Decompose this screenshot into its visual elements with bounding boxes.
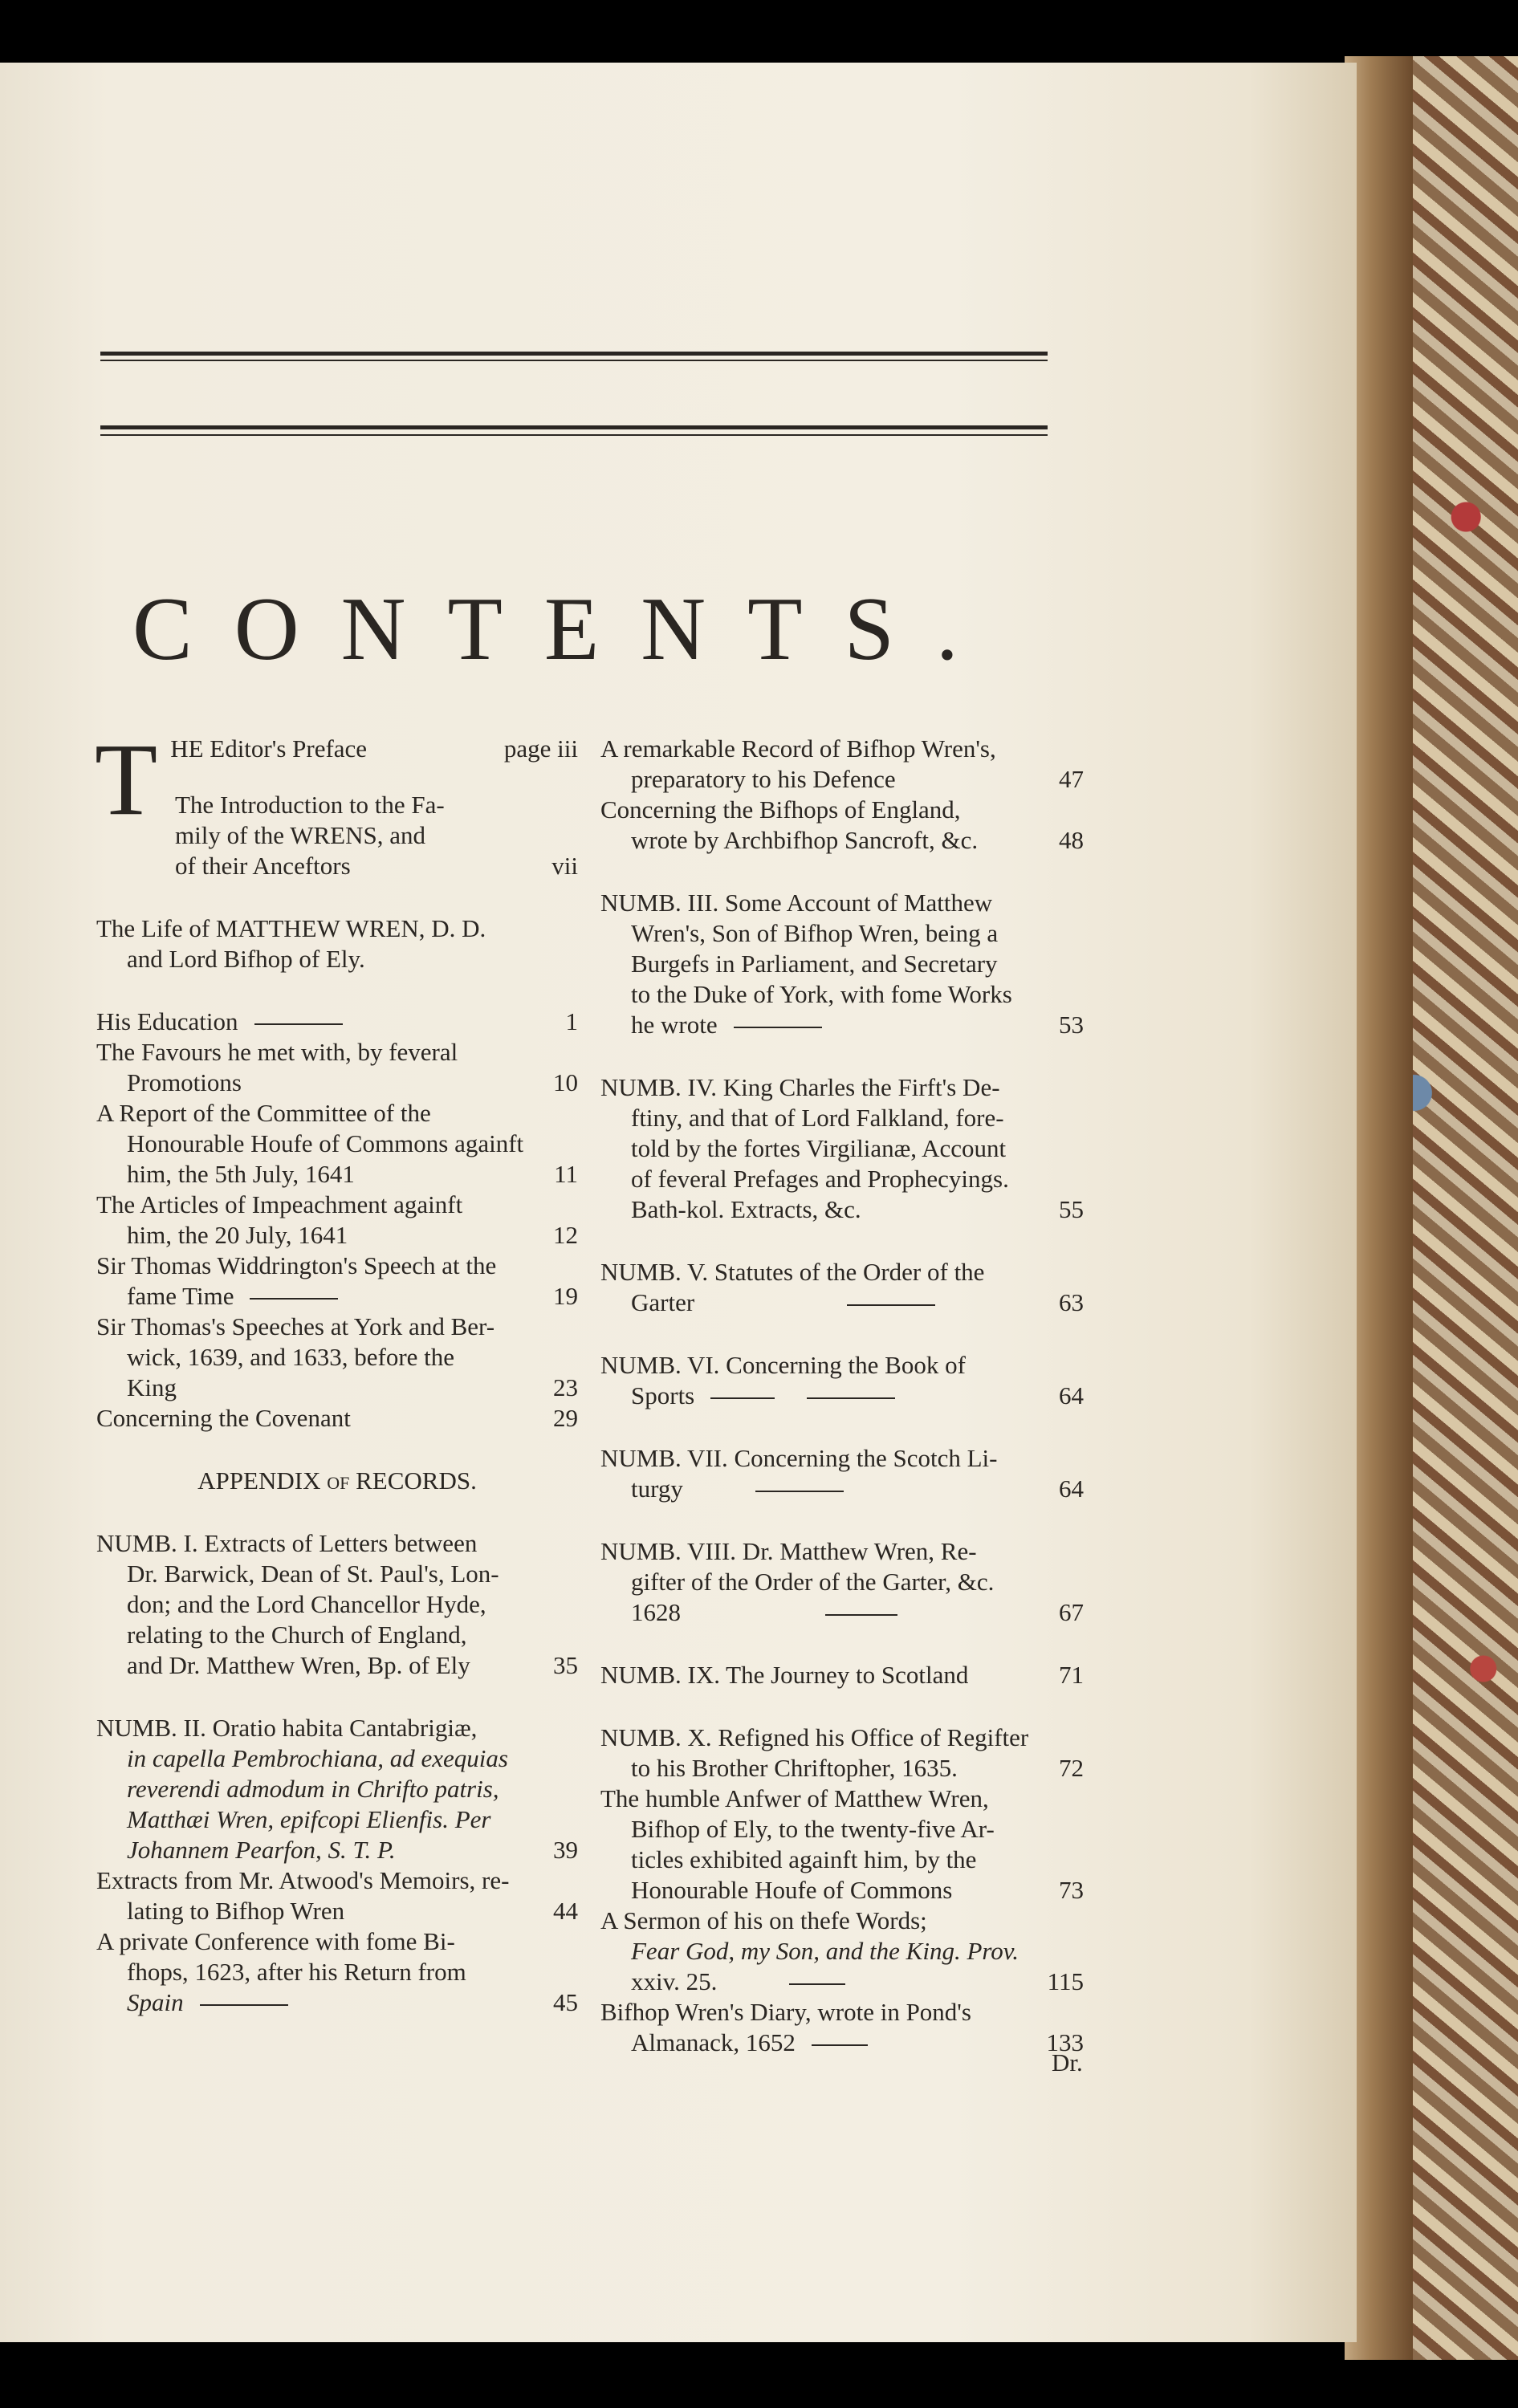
entry-line: The Life of MATTHEW WREN, D. D. xyxy=(96,914,486,942)
entry-sermon xyxy=(600,1906,1084,1997)
entry-line: fhops, 1623, after his Return from xyxy=(127,1958,466,1986)
preface-text: HE Editor's Preface xyxy=(170,734,368,763)
entry-line: A remarkable Record of Bifhop Wren's, xyxy=(600,734,996,763)
entry-numb-1 xyxy=(96,1528,578,1681)
entry-line: fame Time 19 xyxy=(127,1282,578,1310)
entry-line: The humble Anfwer of Matthew Wren, xyxy=(600,1784,989,1812)
entry-line: he wrote 53 xyxy=(631,1011,1084,1039)
entry-numb-2 xyxy=(96,1713,578,1865)
entry-report xyxy=(96,1098,578,1190)
entry-line: Concerning the Bifhops of England, xyxy=(600,795,961,824)
entry-line: Fear God, my Son, and the King. Prov. xyxy=(631,1937,1019,1965)
entry-diary xyxy=(600,1997,1084,2058)
entry-numb-3 xyxy=(600,888,1084,1040)
entry-line: Concerning the Covenant 29 xyxy=(96,1404,578,1432)
page-title: CONTENTS. xyxy=(132,580,1000,679)
entry-line: don; and the Lord Chancellor Hyde, xyxy=(127,1590,486,1618)
entry-line: reverendi admodum in Chrifto patris, xyxy=(127,1775,499,1803)
catchword: Dr. xyxy=(1052,2048,1083,2076)
entry-line: A Sermon of his on thefe Words; xyxy=(600,1906,927,1934)
entry-line: Honourable Houfe of Commons againft xyxy=(127,1129,524,1157)
entry-numb-8 xyxy=(600,1536,1084,1628)
entry-life xyxy=(96,913,578,974)
entry-numb-5 xyxy=(600,1257,1084,1318)
appendix-heading: APPENDIX of RECORDS. xyxy=(197,1466,477,1495)
entry-line: The Articles of Impeachment againft xyxy=(96,1190,463,1218)
entry-line: in capella Pembrochiana, ad exequias xyxy=(127,1744,508,1772)
entry-line: mily of the WRENS, and xyxy=(175,821,425,849)
dropcap-t: T xyxy=(95,722,158,836)
entry-articles xyxy=(96,1190,578,1251)
entry-line: to the Duke of York, with fome Works xyxy=(631,980,1012,1008)
entry-introduction xyxy=(175,790,578,881)
entry-line: NUMB. III. Some Account of Matthew xyxy=(600,889,993,917)
entry-atwood xyxy=(96,1865,578,1926)
entry-line: 1628 67 xyxy=(631,1598,1084,1626)
entry-line: told by the fortes Virgilianæ, Account xyxy=(631,1134,1007,1162)
entry-line: Burgefs in Parliament, and Secretary xyxy=(631,950,998,978)
entry-line: Sir Thomas Widdrington's Speech at the xyxy=(96,1251,497,1279)
entry-line: NUMB. VII. Concerning the Scotch Li- xyxy=(600,1444,998,1472)
entry-numb-4 xyxy=(600,1072,1084,1225)
entry-line: of their Anceftors vii xyxy=(175,852,578,880)
entry-line: NUMB. IV. King Charles the Firft's De- xyxy=(600,1073,1000,1101)
entry-line: Spain 45 xyxy=(127,1988,578,2016)
entry-line: NUMB. X. Refigned his Office of Regifter xyxy=(600,1723,1029,1751)
entry-line: to his Brother Chriftopher, 1635. 72 xyxy=(631,1754,1084,1782)
entry-numb-7 xyxy=(600,1443,1084,1504)
entry-line: preparatory to his Defence 47 xyxy=(631,765,1084,793)
entry-line: Sir Thomas's Speeches at York and Ber- xyxy=(96,1312,495,1340)
entry-line: The Introduction to the Fa- xyxy=(175,791,445,819)
entry-bishops xyxy=(600,795,1084,856)
entry-line: Bifhop of Ely, to the twenty-five Ar- xyxy=(631,1815,995,1843)
rule-1 xyxy=(100,352,1048,356)
entry-line: xxiv. 25. 115 xyxy=(631,1967,1084,1995)
entry-conference xyxy=(96,1926,578,2018)
entry-line: him, the 5th July, 1641 11 xyxy=(127,1160,578,1188)
entry-line: of feveral Prefages and Prophecyings. xyxy=(631,1165,1009,1193)
entry-line: NUMB. IX. The Journey to Scotland 71 xyxy=(600,1661,1084,1689)
entry-line: His Education 1 xyxy=(96,1007,578,1035)
entry-line: lating to Bifhop Wren 44 xyxy=(127,1897,578,1925)
entry-line: NUMB. VIII. Dr. Matthew Wren, Re- xyxy=(600,1537,977,1565)
page-number: page iii xyxy=(503,734,578,763)
entry-speeches xyxy=(96,1312,578,1403)
entry-line: gifter of the Order of the Garter, &c. xyxy=(631,1568,995,1596)
entry-line: Matthæi Wren, epifcopi Elienfis. Per xyxy=(127,1805,491,1833)
entry-line: Wren's, Son of Bifhop Wren, being a xyxy=(631,919,999,947)
entry-line: NUMB. V. Statutes of the Order of the xyxy=(600,1258,985,1286)
entry-line: wrote by Archbifhop Sancroft, &c. 48 xyxy=(631,826,1084,854)
entry-line: wick, 1639, and 1633, before the xyxy=(127,1343,455,1371)
entry-line: Almanack, 1652 133 xyxy=(631,2028,1084,2056)
entry-line: him, the 20 July, 1641 12 xyxy=(127,1221,578,1249)
entry-line: turgy 64 xyxy=(631,1474,1084,1503)
entry-education xyxy=(96,1007,578,1037)
right-column xyxy=(600,734,1084,2058)
entry-line: ticles exhibited againft him, by the xyxy=(631,1845,977,1873)
entry-line: Sports 64 xyxy=(631,1381,1084,1409)
entry-covenant xyxy=(96,1403,578,1434)
entry-line: NUMB. II. Oratio habita Cantabrigiæ, xyxy=(96,1714,478,1742)
entry-line: Bath-kol. Extracts, &c. 55 xyxy=(631,1195,1084,1223)
entry-line: and Dr. Matthew Wren, Bp. of Ely 35 xyxy=(127,1651,578,1679)
entry-numb-10 xyxy=(600,1723,1084,1784)
entry-favours xyxy=(96,1037,578,1098)
entry-line: ftiny, and that of Lord Falkland, fore- xyxy=(631,1104,1004,1132)
entry-line: A private Conference with fome Bi- xyxy=(96,1927,455,1955)
entry-line: Extracts from Mr. Atwood's Memoirs, re- xyxy=(96,1866,510,1894)
entry-widdrington xyxy=(96,1251,578,1312)
entry-line: A Report of the Committee of the xyxy=(96,1099,431,1127)
entry-numb-6 xyxy=(600,1350,1084,1411)
entry-line: Honourable Houfe of Commons 73 xyxy=(631,1876,1084,1904)
entry-record xyxy=(600,734,1084,795)
entry-line: NUMB. I. Extracts of Letters between xyxy=(96,1529,478,1557)
contents-page xyxy=(0,63,1357,2342)
entry-line: Bifhop Wren's Diary, wrote in Pond's xyxy=(600,1998,971,2026)
entry-line: The Favours he met with, by feveral xyxy=(96,1038,458,1066)
entry-line: relating to the Church of England, xyxy=(127,1621,467,1649)
entry-line: Promotions 10 xyxy=(127,1068,578,1096)
entry-line: Johannem Pearfon, S. T. P. 39 xyxy=(127,1836,578,1864)
entry-line: and Lord Bifhop of Ely. xyxy=(127,945,365,973)
rule-4 xyxy=(100,434,1048,436)
entry-numb-9 xyxy=(600,1660,1084,1690)
left-column xyxy=(95,722,578,2018)
rule-2 xyxy=(100,360,1048,361)
rule-3 xyxy=(100,425,1048,429)
entry-line: NUMB. VI. Concerning the Book of xyxy=(600,1351,966,1379)
top-rules xyxy=(100,352,1048,440)
entry-line: King 23 xyxy=(127,1373,578,1401)
entry-answer xyxy=(600,1784,1084,1906)
entry-line: Garter 63 xyxy=(631,1288,1084,1316)
entry-line: Dr. Barwick, Dean of St. Paul's, Lon- xyxy=(127,1560,499,1588)
